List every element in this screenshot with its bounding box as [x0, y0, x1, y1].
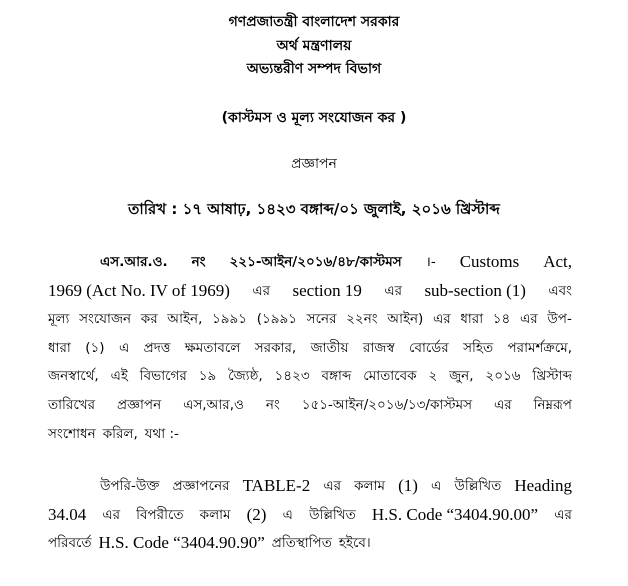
paragraph-word: এ: [282, 506, 293, 523]
paragraph-word: এর: [384, 282, 403, 299]
paragraph-word: উপ-: [547, 311, 572, 328]
paragraph-word: এ: [431, 478, 442, 494]
paragraph-word: যথা :-: [144, 425, 179, 442]
paragraph-word: বঙ্গাব্দ: [321, 368, 352, 385]
notification-date: তারিখ : ১৭ আষাঢ়, ১৪২৩ বঙ্গাব্দ/০১ জুলাই, ২০১৬ খ্রিস্টাব্দ: [128, 200, 500, 218]
paragraph-word: রাজস্ব: [362, 339, 395, 356]
paragraph-word: সনের: [306, 311, 337, 328]
paragraph-word: কর: [140, 311, 158, 328]
paragraph-word: ২২নং: [346, 311, 378, 328]
paragraph-word: করিল,: [102, 425, 138, 442]
paragraph-word: জাতীয়: [310, 339, 349, 356]
wing-heading: (কাস্টমস ও মূল্য সংযোজন কর ): [221, 110, 407, 126]
paragraph-word: প্রদত্ত: [143, 339, 171, 356]
paragraph-word: তারিখের: [48, 396, 96, 413]
paragraph-word: সংযোজন: [79, 311, 132, 328]
paragraph-word: এর: [432, 311, 451, 328]
paragraph-word: জুন,: [449, 368, 474, 385]
paragraph-word: ।-: [425, 254, 436, 270]
paragraph-word: বিপরীতে: [136, 506, 184, 523]
paragraph-word: প্রতিস্থাপিত: [271, 535, 332, 552]
paragraph-word: ১৪: [492, 311, 511, 328]
paragraph-word: এই: [110, 368, 128, 385]
notification-title: প্রজ্ঞাপন: [291, 156, 337, 172]
paragraph-word: 34.04: [48, 504, 87, 524]
paragraph-line: [48, 501, 572, 530]
paragraph-word: বিভাগের: [139, 368, 187, 385]
paragraph-word: হইবে।: [338, 535, 371, 552]
paragraph-word: সরকার,: [254, 339, 297, 356]
paragraph-word: নিম্নরূপ: [533, 396, 572, 413]
paragraph-word: ২২১-আইন/২০১৬/৪৮/কাস্টমস: [229, 254, 402, 270]
paragraph-word: উল্লিখিত: [308, 506, 356, 523]
paragraph-word: নং: [265, 396, 280, 413]
paragraph-word: আইন): [387, 311, 424, 328]
paragraph-word: পরামর্শক্রমে,: [507, 339, 572, 356]
ministry-heading: অর্থ মন্ত্রণালয়: [276, 38, 352, 54]
paragraph-word: H.S. Code “3404.90.00”: [371, 504, 539, 524]
paragraph-word: (2): [246, 504, 267, 524]
paragraph-word: মূল্য: [48, 311, 70, 328]
paragraph-word: (1): [398, 476, 418, 495]
paragraph-word: এবং: [548, 282, 572, 299]
division-heading: অভ্যন্তরীণ সম্পদ বিভাগ: [246, 61, 382, 77]
paragraph-word: জ্যৈষ্ঠ,: [228, 368, 263, 385]
paragraph-word: ১৫১-আইন/২০১৬/১৩/কাস্টমস: [301, 396, 473, 413]
paragraph-word: H.S. Code “3404.90.90”: [98, 533, 265, 553]
paragraph-word: সংশোধন: [48, 425, 96, 442]
paragraph-line: [48, 362, 572, 391]
paragraph-line: [48, 248, 572, 277]
government-heading: গণপ্রজাতন্ত্রী বাংলাদেশ সরকার: [228, 14, 400, 30]
paragraph-word: এর: [519, 311, 538, 328]
paragraph-word: উল্লিখিত: [454, 478, 502, 494]
paragraph-word: বোর্ডের: [408, 339, 449, 356]
paragraph-word: Act,: [543, 252, 572, 271]
paragraph-word: section 19: [292, 280, 362, 300]
paragraph-line: [48, 334, 572, 363]
paragraph-word: সহিত: [463, 339, 494, 356]
paragraph-word: ২০১৬: [485, 368, 521, 385]
paragraph-word: ধারা: [460, 311, 484, 328]
paragraph-word: পরিবর্তে: [48, 535, 92, 552]
paragraph-word: ধারা: [48, 339, 71, 356]
paragraph-word: ১৯৯১: [212, 311, 248, 328]
paragraph-word: ১৯: [198, 368, 217, 385]
paragraph-word: কলাম: [199, 506, 231, 523]
paragraph-word: কলাম: [354, 478, 386, 494]
paragraph-word: এর: [102, 506, 121, 523]
paragraph-line: [48, 472, 572, 501]
paragraph-line: [48, 529, 572, 558]
main-paragraph: [48, 248, 572, 448]
paragraph-word: এস.আর.ও.: [100, 254, 168, 270]
paragraph-word: sub-section (1): [424, 280, 526, 300]
paragraph-word: Customs: [459, 252, 520, 271]
paragraph-word: Heading: [514, 476, 572, 495]
paragraph-word: ২: [428, 368, 438, 385]
amendment-paragraph: [48, 472, 572, 558]
paragraph-line: [48, 391, 572, 420]
paragraph-word: এ: [118, 339, 130, 356]
paragraph-word: খ্রিস্টাব্দ: [532, 368, 572, 385]
paragraph-word: এর: [493, 396, 512, 413]
paragraph-word: TABLE-2: [242, 476, 311, 495]
paragraph-word: ১৪২৩: [274, 368, 310, 385]
paragraph-line: [48, 305, 572, 334]
paragraph-word: ক্ষমতাবলে: [184, 339, 241, 356]
paragraph-word: এর: [252, 282, 271, 299]
paragraph-line: [48, 420, 572, 449]
paragraph-word: জনস্বার্থে,: [48, 368, 99, 385]
paragraph-word: প্রজ্ঞাপনের: [172, 478, 230, 494]
paragraph-word: এস,আর,ও: [183, 396, 244, 413]
paragraph-line: [48, 277, 572, 306]
paragraph-word: মোতাবেক: [363, 368, 417, 385]
paragraph-word: 1969 (Act No. IV of 1969): [48, 280, 230, 300]
paragraph-word: (১): [85, 339, 105, 356]
paragraph-word: (১৯৯১: [256, 311, 298, 328]
paragraph-word: এর: [554, 506, 572, 523]
paragraph-word: নং: [191, 254, 206, 270]
paragraph-word: এর: [323, 478, 342, 494]
paragraph-word: উপরি-উক্ত: [100, 478, 160, 494]
paragraph-word: প্রজ্ঞাপন: [117, 396, 162, 413]
paragraph-word: আইন,: [167, 311, 203, 328]
